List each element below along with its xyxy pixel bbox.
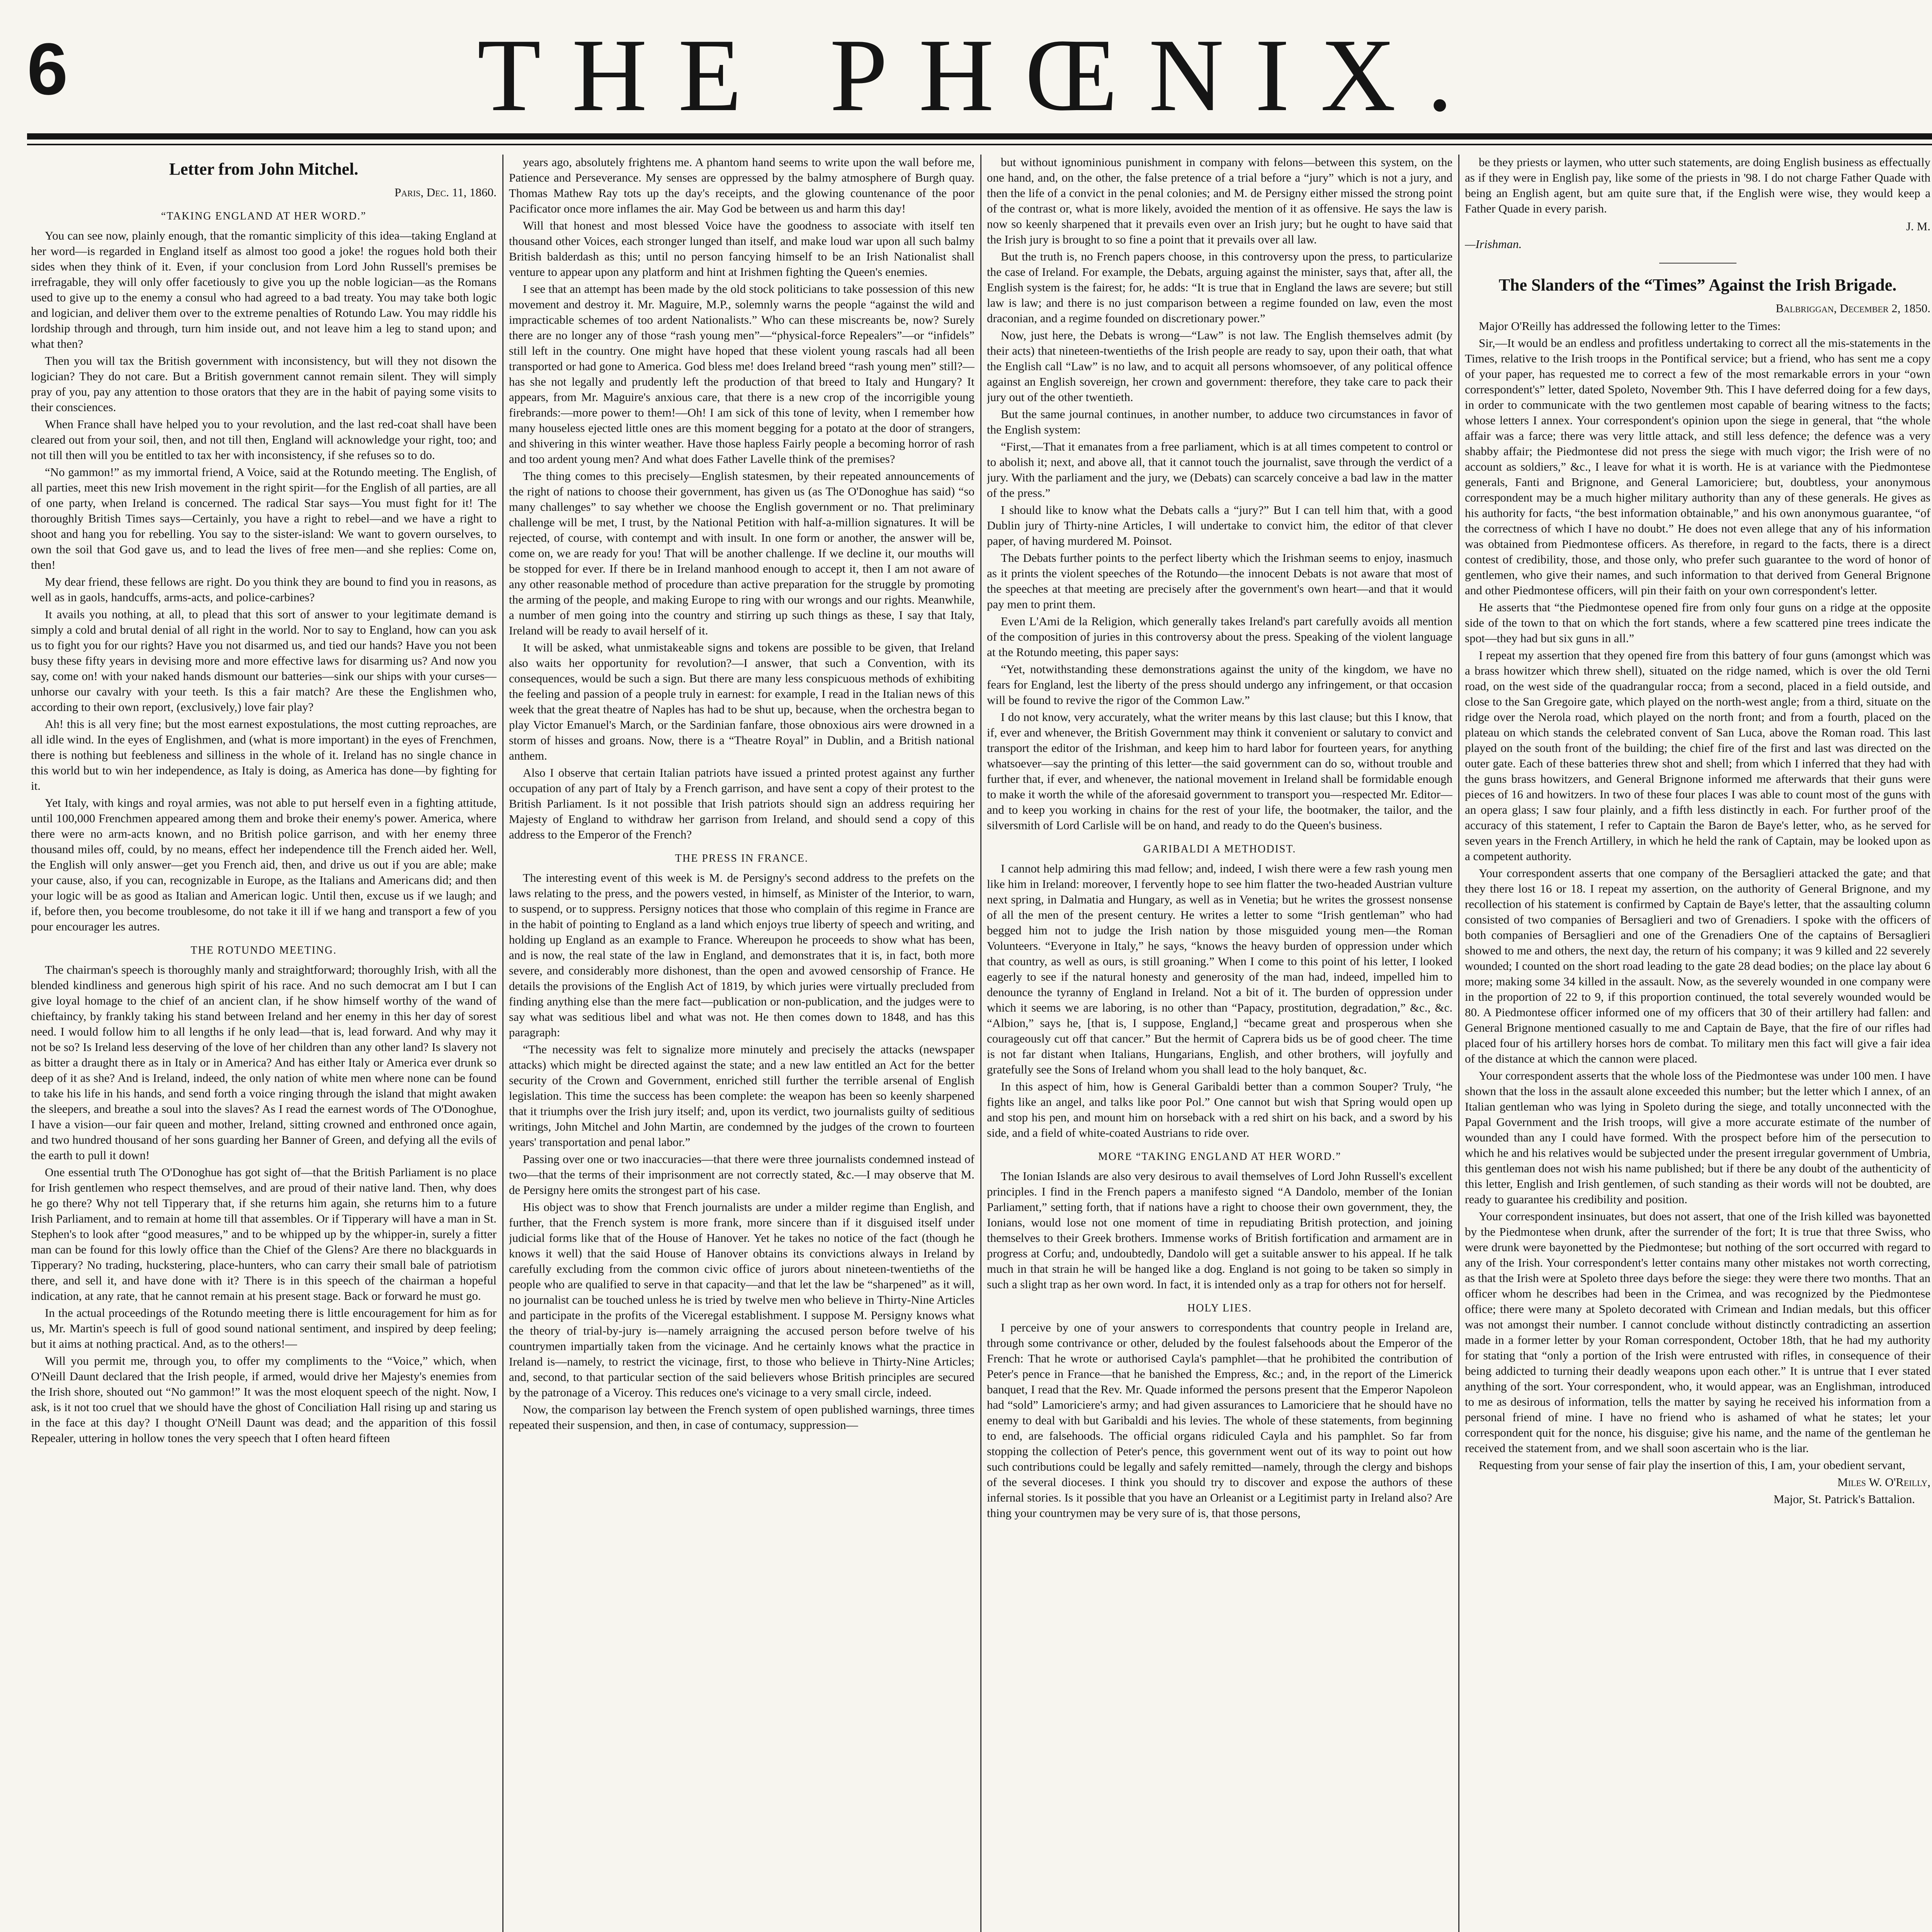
paragraph: I cannot help admiring this mad fellow; and, indeed, I wish there were a few rash young men like him in Ireland: moreover, I fervently hope to see him flatter the two-headed Austrian vulture next spring, in Dalmatia and Hungary, as well as in Venetia; but he writes the grossest nonsense of all the men of the present century. He writes a letter to some “Irish gentleman” who had begged him not to judge the Irish nation by those misguided young men—the Roman Volunteers. “Everyone in Italy,” he says, “knows the heavy burden of oppression under which that country, as well as ours, is still groaning.” When I come to this point of his letter, I looked eagerly to see if the natural honesty and generosity of the man had, indeed, impelled him to denounce the tyranny of England in Ireland. Not a bit of it. The burden of oppression under which it seems we are laboring, is no other than “Papacy, prostitution, degradation,” &c., &c. “Albion,” says he, [that is, I suppose, England,] “became great and prosperous when she courageously cut off that cancer.” But the hermit of Caprera bids us be of good cheer. The time is not far distant when Italians, Hungarians, English, and other brothers, will joyfully and gratefully see the Sons of Ireland whom you shall lead to the holy banquet, &c. (987, 862, 1452, 1076)
paragraph: Then you will tax the British government with inconsistency, but will they not disown the logician? They do not care. But a British government cannot remain silent. They will simply pray of you, pay any attention to those orators that they are in the habit of paying some visits to their consciences. (31, 354, 497, 414)
paragraph: Yet Italy, with kings and royal armies, was not able to put herself even in a fighting attitude, until 100,000 Frenchmen appeared among them and broke their enemy's power. America, where there were no arm-acts known, and no British police garrison, and with her enemy three thousand miles off, could, by no means, effect her independence till the French aided her. Well, the English will only answer—get you French aid, then, and drive us out if you are able; make your cause, also, if you can, recognizable in Europe, as the Italians and Americans did; and then your logic will be as good as Italian and American logic. Until then, excuse us if we laugh; and if, before then, you become troublesome, do not take it ill if we hang and transport a few of you pour encourager les autres. (31, 796, 497, 933)
section-subhead: HOLY LIES. (1187, 1302, 1252, 1314)
signature: Miles W. O'Reilly, (1837, 1475, 1930, 1489)
section-subhead: MORE “TAKING ENGLAND AT HER WORD.” (1098, 1151, 1342, 1163)
paragraph: You can see now, plainly enough, that the romantic simplicity of this idea—taking England at her word—is regarded in England itself as almost too good a joke! the rogues hold both their sides when they think of it. Even, if your conclusion from Lord John Russell's premises be irrefragable, they will only offer facetiously to give you up the noble logician—as the Romans used to give up to the enemy a consul who had agreed to a bad treaty. You may take both logic and logician, and deliver them over to the extreme penalties of Rotundo Law. You may riddle his lordship through and through, turn him inside out, and not leave him a leg to stand upon; and what then? (31, 229, 497, 350)
article-body (987, 861, 1452, 1141)
article-headline: The Slanders of the “Times” Against the Irish Brigade. (1498, 276, 1897, 294)
paragraph: The Debats further points to the perfect liberty which the Irishman seems to enjoy, inasmuch as it prints the violent speeches of the Rotundo—the innocent Debats is not aware that most of the speeches at that meeting are precisely after the government's own heart—and that it would pay men to print them. (987, 551, 1452, 611)
paragraph: but without ignominious punishment in company with felons—between this system, on the one hand, and, on the other, the false pretence of a trial before a “jury” which is not a jury, and then the life of a convict in the penal colonies; and M. de Persigny either missed the strong point of the contrast or, what is more likely, avoided the mention of it as offensive. He says the law is now so keenly sharpened that it prevails even over an Irish jury; but he ought to have said that the Irish jury is brought to so fine a point that it prevails over all law. (987, 155, 1452, 246)
paragraph: The chairman's speech is thoroughly manly and straightforward; thoroughly Irish, with all the blended kindliness and generous high spirit of his race. And no such democrat am I but I can give loyal homage to the chief of an ancient clan, if he show himself worthy of the wand of chieftaincy, by frankly taking his stand between Ireland and her enemy in this her day of sorest need. I would follow him to all lengths if he only lead—that is, lead forward. And why may it not be so? Is Ireland less deserving of the love of her children than any other land? Is slavery not as bitter a draught there as in Italy or in America? And has either Italy or America ever drunk so deep of it as she? And is Ireland, indeed, the only nation of white men where none can be found to take his life in his hands, and send forth a voice ringing through the island that might awaken the sleepers, and breathe a soul into the slaves? As I read the earnest words of The O'Donoghue, I have a vision—our fair queen and mother, Ireland, sitting crowned and enthroned once again, and two hundred thousand of her sons guarding her Banner of Green, and defying all the evils of the earth to pull it down! (31, 963, 497, 1162)
masthead-rule (27, 133, 1932, 139)
section-subhead: THE PRESS IN FRANCE. (675, 852, 808, 864)
paragraph: In the actual proceedings of the Rotundo meeting there is little encouragement for him as for us, Mr. Martin's speech is full of good sound national sentiment, and inspired by deep feeling; but it aims at nothing practical. And, as to the others!— (31, 1306, 497, 1350)
article-body (31, 228, 497, 934)
column-2 (509, 155, 975, 1932)
paragraph: I do not know, very accurately, what the writer means by this last clause; but this I know, that if, ever and whenever, the British Government may think it convenient or salutary to convict and transport the editor of the Irishman, and keep him to hard labor for fourteen years, for anything whatsoever—say the printing of this letter—the said government can do so, without trouble and further that, if ever, and whenever, the national movement in Ireland shall be formidable enough to make it worth the while of the aforesaid government to transport you—respected Mr. Editor—and to keep you working in chains for the rest of your life, the bootmaker, the tailor, and the silversmith of Lord Carlisle will be on hand, and ready to do the Queen's business. (987, 710, 1452, 832)
column-divider (502, 155, 503, 1932)
section-subhead: “TAKING ENGLAND AT HER WORD.” (161, 210, 367, 222)
column-3 (987, 155, 1452, 1932)
article-headline: Letter from John Mitchel. (169, 160, 359, 179)
paragraph: It avails you nothing, at all, to plead that this sort of answer to your legitimate demand is simply a cold and brutal denial of all right in the world. Nor to say to England, how can you ask us to fight you for our rights? Have you not disarmed us, and tied our hands? Have you not been busy these fifty years in devising more and more effective laws for disarming us? And now you say, come on! with your naked hands dismount our batteries—sink our ships with your curses—unhorse our cavalry with your teeth. Is this a fair match? Are these the Englishmen who, according to their own report, (exclusively,) love fair play? (31, 607, 497, 714)
masthead-rule-thin (27, 144, 1932, 145)
paragraph: Ah! this is all very fine; but the most earnest expostulations, the most cutting reproaches, are all idle wind. In the eyes of Englishmen, and (what is more important) in the eyes of Frenchmen, there is nothing but feebleness and silliness in the whole of it. Ireland has no single chance in this world but to win her independence, as Italy is doing, as America has done—by fighting for it. (31, 717, 497, 793)
column-divider (1458, 155, 1459, 1932)
paragraph: Passing over one or two inaccuracies—that there were three journalists condemned instead of two—that the terms of their imprisonment are not correctly stated, &c.—I may observe that M. de Persigny here omits the strongest part of his case. (509, 1152, 975, 1197)
article-body (987, 1320, 1452, 1521)
dateline: Paris, Dec. 11, 1860. (395, 185, 497, 199)
dateline: Balbriggan, December 2, 1850. (1776, 301, 1930, 315)
masthead (27, 12, 1932, 139)
paragraph: Will that honest and most blessed Voice have the goodness to associate with itself ten thousand other Voices, each stronger lunged than itself, and make loud war upon all such balmy British balderdash as this; until no person fancying himself to be an Irish Nationalist shall venture to appear upon any platform and hint at Irishmen fighting the Queen's enemies. (509, 219, 975, 279)
section-subhead: GARIBALDI A METHODIST. (1143, 843, 1296, 855)
paragraph: Sir,—It would be an endless and profitless undertaking to correct all the mis-statements in the Times, relative to the Irish troops in the Pontifical service; but a friend, who has sent me a copy of your paper, has requested me to correct a few of the most remarkable errors in your “own correspondent's” letter, dated Spoleto, November 9th. This I have deferred doing for a few days, in order to communicate with the two gentlemen most capable of bearing witness to the facts; whose letters I annex. Your correspondent's opinion upon the siege in general, that “the whole affair was a farce; there was very little attack, and still less defence; the defence was a very shabby affair; the Piedmontese did not press the siege with much vigor; the Irish were of no account as soldiers,” &c., I leave for what it is worth. He is at variance with the Piedmontese generals, Fanti and Brignone, and General Lamoriciere; but, doubtless, your anonymous correspondent may be a much higher military authority than any of these generals. He gives as his authority for facts, “the best information obtainable,” and his own anonymous guarantee, “of the correctness of which I have no doubt.” He does not even allege that any of his information was obtained from Piedmontese officers. As therefore, in regard to the facts, there is a direct contest of credibility, those, and those only, who prefer such guarantee to the word of honor of gentlemen, who give their names, and such information to that derived from General Brignone and other Piedmontese officers, will pin their faith on your own correspondent's letter. (1465, 336, 1930, 597)
signature-title: Major, St. Patrick's Battalion. (1774, 1492, 1915, 1506)
paragraph: “Yet, notwithstanding these demonstrations against the unity of the kingdom, we have no fears for England, lest the liberty of the press should undergo any infringement, or that occasion will be found to revive the rigor of the Common Law.” (987, 662, 1452, 707)
paragraph: years ago, absolutely frightens me. A phantom hand seems to write upon the wall before me, Patience and Perseverance. My senses are oppressed by the balmy atmosphere of Burgh quay. Thomas Mathew Ray tots up the day's receipts, and the glowing countenance of the poor Pacificator once more inflames the air. May God be between us and harm this day! (509, 155, 975, 215)
paragraph: One essential truth The O'Donoghue has got sight of—that the British Parliament is no place for Irish gentlemen who respect themselves, and are proud of their native land. Then, why does he go there? Why not tell Tipperary that, if she returns him again, she returns him to a future Irish Parliament, and to remain at home till that assembles. Or if Tipperary will have a man in St. Stephen's to look after “good measures,” and to be whipped up by the whipper-in, surely a fitter man can be found for this lowly office than the Chief of the Glens? Are there no blackguards in Tipperary? No trading, huckstering, place-hunters, who can carry their small bale of patriotism there, and sell it, and have done with it? There is in this speech of the chairman a hopeful indication, at any rate, that he cannot remain at his present stage. Back or forward he must go. (31, 1165, 497, 1303)
paragraph: When France shall have helped you to your revolution, and the last red-coat shall have been cleared out from your soil, then, and not till then, England will acknowledge your right, too; and not till then will you be entitled to tax her with inconsistency, if she refuses so to do. (31, 417, 497, 462)
paragraph: Your correspondent asserts that the whole loss of the Piedmontese was under 100 men. I have shown that the loss in the assault alone exceeded this number; but the letter which I annex, of an Italian gentleman who was lying in Spoleto during the siege, and totally unconnected with the Papal Government and the Irish troops, will give a more accurate estimate of the number of wounded than any I could have formed. With the prospect before him of the persecution to which he and his relatives would be subjected under the present irregular government of Umbria, this gentleman does not wish his name published; but if there be any doubt of the authenticity of this letter, English and Irish gentlemen, of such standing as their words will not be doubted, are ready to guarantee his credibility and position. (1465, 1069, 1930, 1206)
column-divider (980, 155, 981, 1932)
columns (31, 155, 1930, 1932)
paragraph: In this aspect of him, how is General Garibaldi better than a common Souper? Truly, “he fights like an angel, and talks like poor Pol.” One cannot but wish that Spring would open up and stop his pen, and mount him on horseback with a red shirt on his back, and a sword by his side, and a field of white-coated Austrians to ride over. (987, 1080, 1452, 1139)
paragraph: The Ionian Islands are also very desirous to avail themselves of Lord John Russell's excellent principles. I find in the French papers a manifesto signed “A Dandolo, member of the Ionian Parliament,” setting forth, that if nations have a right to choose their own government, they, the Ionians, would lose not one moment of time in repudiating British protection, and joining themselves to their Greek brothers. Immense works of British fortification and armament are in progress at Corfu; and, undoubtedly, Dandolo will get a suitable answer to his appeal. If he talk much in that strain he will be hanged like a dog. England is not going to be taken so simply in such a slight trap as her own word. In fact, it is intended only as a trap for others not for herself. (987, 1169, 1452, 1291)
author-initials: J. M. (1906, 219, 1930, 233)
column-1 (31, 155, 497, 1932)
article-body (987, 1168, 1452, 1292)
paragraph: Will you permit me, through you, to offer my compliments to the “Voice,” which, when O'Neill Daunt declared that the Irish people, if armed, would drive her Majesty's enemies from the Irish shore, shouted out “No gammon!” It was the most eloquent speech of the night. Now, I ask, is it not too cruel that we should have the ghost of Conciliation Hall rising up and staring us in the face at this day? I thought O'Neill Daunt was dead; and the apparition of this fossil Repealer, uttering in hollow tones the very speech that I often heard fifteen (31, 1354, 497, 1445)
paragraph: The thing comes to this precisely—English statesmen, by their repeated announcements of the right of nations to choose their government, has given us (as The O'Donoghue has said) “so many challenges” to say whether we choose the English government or no. That preliminary challenge will be met, I trust, by the National Petition with half-a-million signatures. It will be rejected, of course, with contempt and with insult. In one form or another, the answer will be, come on, we are ready for you! That will be another challenge. If we decline it, our mouths will be stopped for ever. If there be in Ireland manhood enough to accept it, then I am not aware of any other reasonable method of procedure than active preparation for the struggle by promoting the arming of the people, and making Europe to ring with our wrongs and our rights. Meanwhile, a number of men going into the country and stirring up such things as these, I say that Italy, Ireland will be ready to avail herself of it. (509, 469, 975, 637)
paragraph: I see that an attempt has been made by the old stock politicians to take possession of this new movement and destroy it. Mr. Maguire, M.P., solemnly warns the people “against the wild and impracticable schemes of too ardent Nationalists.” Who can these miscreants be, now? Surely there are no longer any of those “rash young men”—“physical-force Repealers”—or “infidels” still left in the country. One might have hoped that these violent young rascals had all been transported or had gone to America. God bless me! does Ireland breed “rash young men” still?—has she not legally and prudently left the production of that breed to Italy and Hungary? It appears, from Mr. Maguire's anxious care, that there is a new crop of the incorrigible young firebrands:—more power to them!—Oh! I am sick of this tone of levity, when I remember how many houseless ejected little ones are this moment begging for a potato at the door of strangers, and shivering in this winter weather. Have those hapless Fairly people a becoming horror of rash and too ardent young men? And what does Father Lavelle think of the premises? (509, 282, 975, 466)
article-body (987, 155, 1452, 833)
paragraph: I repeat my assertion that they opened fire from this battery of four guns (amongst which was a brass howitzer which threw shell), situated on the ridge named, which is over the old Terni road, on the west side of the quadrangular rocca; from a second, placed in a field outside, and close to the San Gregoire gate, which played on the north-west angle; from a third, situate on the ridge over the Nerola road, which played on the north front; and from a fourth, placed on the plateau on which stands the celebrated convent of San Luca, above the Roman road. This last played on the south front of the building; the chief fire of the first and last was directed on the outer gate. Each of these batteries threw shot and shell; from which I inferred that they had with the guns brass howitzers, and General Brignone informed me afterwards that their guns were pieces of 16 and howitzers. In two of these four places I was able to count most of the guns with an opera glass; I saw four plainly, and a fifth less distinctly in each. For further proof of the accuracy of this statement, I refer to Captain the Baron de Baye's letter, who, as he served for seven years in the French Artillery, in which he held the rank of Captain, may be looked upon as a competent authority. (1465, 648, 1930, 863)
paragraph: “The necessity was felt to signalize more minutely and precisely the attacks (newspaper attacks) which might be directed against the state; and a new law entitled an Act for the better security of the Crown and Government, enriched still further the terrible arsenal of English legislation. This time the success has been complete: the weapon has been so keenly sharpened that it triumphs over the Irish jury itself; and, upon its verdict, two journalists guilty of seditious writings, John Mitchel and John Martin, are condemned by the judges of the crown to fourteen years' transportation and penal labor.” (509, 1043, 975, 1149)
paragraph: Now, just here, the Debats is wrong—“Law” is not law. The English themselves admit (by their acts) that nineteen-twentieths of the Irish people are ready to say, upon their oath, that what the English call “Law” is no law, and to acquit all persons whomsoever, of any political offence against an English sovereign, her crown and government: therefore, they take care to pack their jury out of the other twentieth. (987, 328, 1452, 404)
page-number: 6 (27, 28, 68, 110)
paragraph: Also I observe that certain Italian patriots have issued a printed protest against any further occupation of any part of Italy by a French garrison, and have sent a copy of their protest to the British Parliament. Is it not possible that Irish patriots should sign an address requiring her Majesty of England to withdraw her garrison from Ireland, and should send a copy of this address to the Emperor of the French? (509, 766, 975, 841)
paragraph: Your correspondent asserts that one company of the Bersaglieri attacked the gate; and that they there lost 16 or 18. I repeat my assertion, on the authority of General Brignone, and my recollection of his statement is confirmed by Captain de Baye's letter, that the assaulting column consisted of two companies of Bersaglieri and two of Grenadiers. I spoke with the officers of both companies of Bersaglieri and one of the Grenadiers One of the captains of Bersaglieri showed to me and others, the next day, the return of his company; it was 9 killed and 22 severely wounded; I counted on the short road leading to the gate 28 dead bodies; on the place lay about 6 more; making some 34 killed in the assault. Now, as the severely wounded in one company were in the proportion of 22 to 9, if this proportion continued, the total severely wounded would be 80. A Piedmontese officer informed one of my officers that 30 of their artillery had fallen: and General Brignone mentioned casually to me and Captain de Baye, that the fire of our rifles had placed four of his artillery horses hors de combat. To military men this fact will give a fair idea of the distance at which the cannon were placed. (1465, 866, 1930, 1065)
article-body (509, 155, 975, 842)
paragraph: His object was to show that French journalists are under a milder regime than English, and further, that the French system is more frank, more sincere than if it disguised itself under judicial forms like that of the House of Hanover. Yet he takes no notice of the fact (though he knows it well) that the said House of Hanover obtains its convictions always in Ireland by carefully excluding from the common civic office of jurors about nineteen-twentieths of the people who are qualified to serve in that capacity—and that let the law be “sharpened” as it will, no journalist can be touched unless he is tried by twelve men who believe in Thirty-Nine Articles and participate in the profits of the Viceregal establishment. I suppose M. Persigny knows what the theory of trial-by-jury is—namely arraigning the accused person before twelve of his countrymen impartially taken from the vicinage. And he certainly knows what the practice in Ireland is—namely, to restrict the vicinage, first, to those who believe in Thirty-Nine Articles; and, second, to that particular section of the said believers whose British principles are secured by the patronage of a Viceroy. This reduces one's vicinage to a very small circle, indeed. (509, 1200, 975, 1399)
paragraph: He asserts that “the Piedmontese opened fire from only four guns on a ridge at the opposite side of the town to that on which the fort stands, where a few scattered pine trees indicate the spot—they had but six guns in all.” (1465, 600, 1930, 645)
newspaper-title: THE PHŒNIX. (477, 17, 1484, 133)
paragraph: My dear friend, these fellows are right. Do you think they are bound to find you in reasons, as well as in gaols, handcuffs, arms-acts, and police-carbines? (31, 575, 497, 604)
paragraph: Even L'Ami de la Religion, which generally takes Ireland's part carefully avoids all mention of the composition of juries in this controversy about the press. Speaking of the violent language at the Rotundo meeting, this paper says: (987, 614, 1452, 659)
paragraph: Your correspondent insinuates, but does not assert, that one of the Irish killed was bayonetted by the Piedmontese when drunk, after the surrender of the fort; It is true that three Swiss, who were drunk were bayonetted by the Piedmontese; but nothing of the sort occurred with regard to any of the Irish. Your correspondent's letter contains many other mistakes not worth correcting, as that the Irish were at Spoleto three days before the siege: they were there two months. That an officer whom he describes had been in the Crimea, and was recognized by the Piedmontese office; there were many at Spoleto decorated with Crimean and Indian medals, but this officer was not amongst their number. I cannot conclude without distinctly contradicting an assertion made in a former letter by your Roman correspondent, October 18th, that he had my authority for stating that “only a portion of the Irish were entrusted with rifles, in consequence of their being addicted to turning their deadly weapons upon each other.” It is untrue that I ever stated anything of the sort. Your correspondent, who, it would appear, was an Englishman, introduced to me as desirous of information, tells the matter by saying he received his information from a personal friend of mine. I have no friend who is ashamed of what he states; let your correspondent quit for the nonce, his disguise; give his name, and the name of the gentleman he received the statement from, and we shall soon ascertain who is the liar. (1465, 1209, 1930, 1455)
paragraph: The interesting event of this week is M. de Persigny's second address to the prefets on the laws relating to the press, and the powers vested, in himself, as Minister of the Interior, to warn, to suspend, or to suppress. Persigny notices that those who complain of this regime in France are in the habit of pointing to England as a land which enjoys true liberty of speech and writing, and holding up England as an example to France. Whereupon he proceeds to show what has been, and is now, the real state of the law in England, and demonstrates that it is, in fact, both more severe, and considerably more dishonest, than the open and avowed censorship of France. He details the provisions of the English Act of 1819, by which juries were virtually precluded from finding anything else than the mere fact—publication or non-publication, and the judges were to say what was seditious libel and what was not. He then comes down to 1848, and has this paragraph: (509, 871, 975, 1039)
paragraph: be they priests or laymen, who utter such statements, are doing English business as effectually as if they were in English pay, like some of the priests in '98. I do not charge Father Quade with being an English agent, but am quite sure that, if the English were wise, they would keep a Father Quade in every parish. (1465, 155, 1930, 215)
article-body (1465, 318, 1930, 1473)
article-body (31, 962, 497, 1446)
paragraph: Requesting from your sense of fair play the insertion of this, I am, your obedient servant, (1479, 1458, 1905, 1472)
paragraph: Major O'Reilly has addressed the following letter to the Times: (1479, 319, 1781, 333)
paragraph: But the same journal continues, in another number, to adduce two circumstances in favor of the English system: (987, 407, 1452, 436)
paragraph: It will be asked, what unmistakeable signs and tokens are possible to be given, that Ireland also waits her opportunity for revolution?—I answer, that such a Convention, with its consequences, would be such a sign. But there are many less conspicuous methods of exhibiting the feeling and passion of a people truly in earnest: for example, I read in the Italian news of this week that the great theatre of Naples has had to be shut up, because, when the orchestra began to play Victor Emanuel's March, or the Sardinian fanfare, those obnoxious airs were drowned in a storm of hisses and groans. Now, there is a “Theatre Royal” in Dublin, and a British national anthem. (509, 641, 975, 762)
source-credit: —Irishman. (1465, 237, 1522, 251)
paragraph: “No gammon!” as my immortal friend, A Voice, said at the Rotundo meeting. The English, of all parties, meet this new Irish movement in the right spirit—for the English of all parties, are all of one party, when Ireland is concerned. The radical Star says—You must fight for it! The thoroughly British Times says—Certainly, you have a right to rebel—and we have a right to shoot and hang you for rebelling. You say to the sister-island: We want to govern ourselves, to own the soil that God gave us, and to lead the lives of free men—and she replies: Come on, then! (31, 465, 497, 571)
paragraph: I should like to know what the Debats calls a “jury?” But I can tell him that, with a good Dublin jury of Thirty-nine Articles, I will undertake to convict him, the editor of that clever paper, of having murdered M. Poinsot. (987, 503, 1452, 548)
article-body (509, 870, 975, 1433)
paragraph: I perceive by one of your answers to correspondents that country people in Ireland are, through some contrivance or other, deluded by the foulest falsehoods about the Emperor of the French: That he wrote or authorised Cayla's pamphlet—that he prohibited the contribution of Peter's pence in France—that he banished the Empress, &c.; and, in the report of the Limerick banquet, I read that the Rev. Mr. Quade informed the persons present that the Emperor Napoleon had “sold” Lamoriciere's army; and had given assurances to Lamoriciere that he should have no enemy to deal with but Garibaldi and his levies. The whole of these statements, from beginning to end, are falsehoods. The official organs ridiculed Cayla and his pamphlet. So far from stopping the collection of Peter's pence, this government went out of its way to point out how such contributions could be legally and safely remitted—namely, through the clergy and bishops of the several dioceses. I think you should try to discover and expose the authors of these infernal stories. Is it possible that you have an Orleanist or a Legitimist party in Ireland also? Are thing your countrymen may be very sure of is, that those persons, (987, 1321, 1452, 1520)
paragraph: Now, the comparison lay between the French system of open published warnings, three times repeated their suspension, and then, in case of contumacy, suppression— (509, 1403, 975, 1432)
article-body (1465, 155, 1930, 216)
paragraph: But the truth is, no French papers choose, in this controversy upon the press, to particularize the case of Ireland. For example, the Debats, arguing against the minister, says that, after all, the English system is the fairest; for, he adds: “It is true that in England the laws are severe; but still law is law; and there is no just comparison between a regime founded on law, even the most draconian, and a regime founded on discretionary power.” (987, 250, 1452, 325)
section-subhead: THE ROTUNDO MEETING. (190, 944, 337, 956)
paragraph: “First,—That it emanates from a free parliament, which is at all times competent to control or to abolish it; next, and above all, that it cannot touch the journalist, save through the verdict of a jury. With the parliament and the jury, we (Debats) can scarcely conceive a bad law in the matter of the press.” (987, 440, 1452, 500)
column-4 (1465, 155, 1930, 1932)
article-separator (1659, 263, 1736, 264)
